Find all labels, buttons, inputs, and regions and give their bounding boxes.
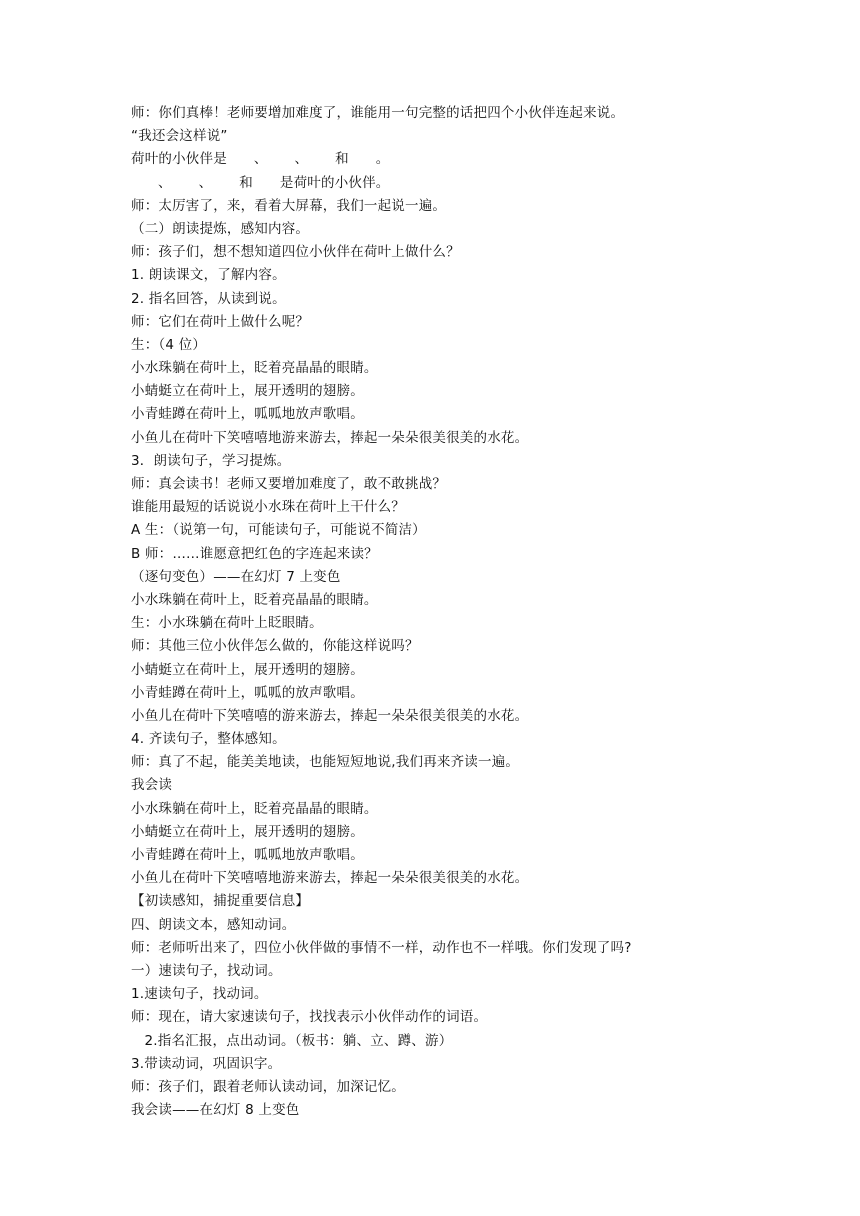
text-line: 一）速读句子，找动词。 xyxy=(131,962,282,979)
text-line: 2.指名汇报，点出动词。（板书：躺、立、蹲、游） xyxy=(131,1032,453,1049)
text-line: 3.带读动词，巩固识字。 xyxy=(131,1055,282,1072)
text-line: 小蜻蜓立在荷叶上，展开透明的翅膀。 xyxy=(131,661,364,678)
text-line: 谁能用最短的话说说小水珠在荷叶上干什么？ xyxy=(131,499,405,516)
text-line: 、 、 和 是荷叶的小伙伴。 xyxy=(131,174,390,191)
text-line: 小鱼儿在荷叶下笑嘻嘻地游来游去，捧起一朵朵很美很美的水花。 xyxy=(131,429,529,446)
text-line: 小鱼儿在荷叶下笑嘻嘻的游来游去，捧起一朵朵很美很美的水花。 xyxy=(131,707,529,724)
text-line: 小水珠躺在荷叶上，眨着亮晶晶的眼睛。 xyxy=(131,591,378,608)
text-line: 1.速读句子，找动词。 xyxy=(131,986,268,1003)
text-line: 我会读——在幻灯 8 上变色 xyxy=(131,1102,300,1119)
text-line: 师：你们真棒！老师要增加难度了，谁能用一句完整的话把四个小伙伴连起来说。 xyxy=(131,105,625,121)
text-line: 师：太厉害了，来，看着大屏幕，我们一起说一遍。 xyxy=(131,197,447,214)
text-line: 4. 齐读句子，整体感知。 xyxy=(131,731,286,748)
text-line: 师：其他三位小伙伴怎么做的，你能这样说吗？ xyxy=(131,638,419,655)
text-line: 小青蛙蹲在荷叶上，呱呱的放声歌唱。 xyxy=(131,684,364,701)
text-line: 生：（4 位） xyxy=(131,336,207,353)
text-line: 小鱼儿在荷叶下笑嘻嘻地游来游去，捧起一朵朵很美很美的水花。 xyxy=(131,870,529,887)
text-line: 小蜻蜓立在荷叶上，展开透明的翅膀。 xyxy=(131,823,364,840)
text-line: 小水珠躺在荷叶上，眨着亮晶晶的眼睛。 xyxy=(131,360,378,377)
document-body xyxy=(131,102,731,1122)
text-line: 师：现在，请大家速读句子，找找表示小伙伴动作的词语。 xyxy=(131,1009,488,1026)
text-line: A 生：（说第一句，可能读句子，可能说不简洁） xyxy=(131,522,426,539)
text-line: “我还会这样说” xyxy=(131,128,228,145)
text-line: 生：小水珠躺在荷叶上眨眼睛。 xyxy=(131,615,323,632)
text-line: 师：它们在荷叶上做什么呢？ xyxy=(131,313,310,330)
text-line: 师：老师听出来了，四位小伙伴做的事情不一样，动作也不一样哦。你们发现了吗? xyxy=(131,939,632,956)
text-line: 师：孩子们，想不想知道四位小伙伴在荷叶上做什么？ xyxy=(131,244,460,261)
text-line: 1. 朗读课文，了解内容。 xyxy=(131,267,286,284)
text-line: 师：真会读书！老师又要增加难度了，敢不敢挑战？ xyxy=(131,476,447,492)
text-line: 2. 指名回答，从读到说。 xyxy=(131,290,286,307)
text-line: 师：孩子们，跟着老师认读动词，加深记忆。 xyxy=(131,1078,405,1095)
text-line: 小水珠躺在荷叶上，眨着亮晶晶的眼睛。 xyxy=(131,800,378,817)
text-line: （二）朗读提炼，感知内容。 xyxy=(131,220,310,237)
text-line: 3．朗读句子，学习提炼。 xyxy=(131,452,291,469)
text-line: （逐句变色）——在幻灯 7 上变色 xyxy=(131,568,341,585)
text-line: 四、朗读文本，感知动词。 xyxy=(131,916,296,933)
text-line: 小青蛙蹲在荷叶上，呱呱地放声歌唱。 xyxy=(131,406,364,423)
text-line: 【初读感知，捕捉重要信息】 xyxy=(131,893,310,910)
text-line: 荷叶的小伙伴是 、 、 和 。 xyxy=(131,151,390,168)
text-line: 小青蛙蹲在荷叶上，呱呱地放声歌唱。 xyxy=(131,847,364,863)
text-line: 小蜻蜓立在荷叶上，展开透明的翅膀。 xyxy=(131,383,364,400)
text-line: B 师：……谁愿意把红色的字连起来读？ xyxy=(131,545,378,562)
text-line: 师：真了不起，能美美地读，也能短短地说,我们再来齐读一遍。 xyxy=(131,754,520,771)
text-line: 我会读 xyxy=(131,777,173,794)
